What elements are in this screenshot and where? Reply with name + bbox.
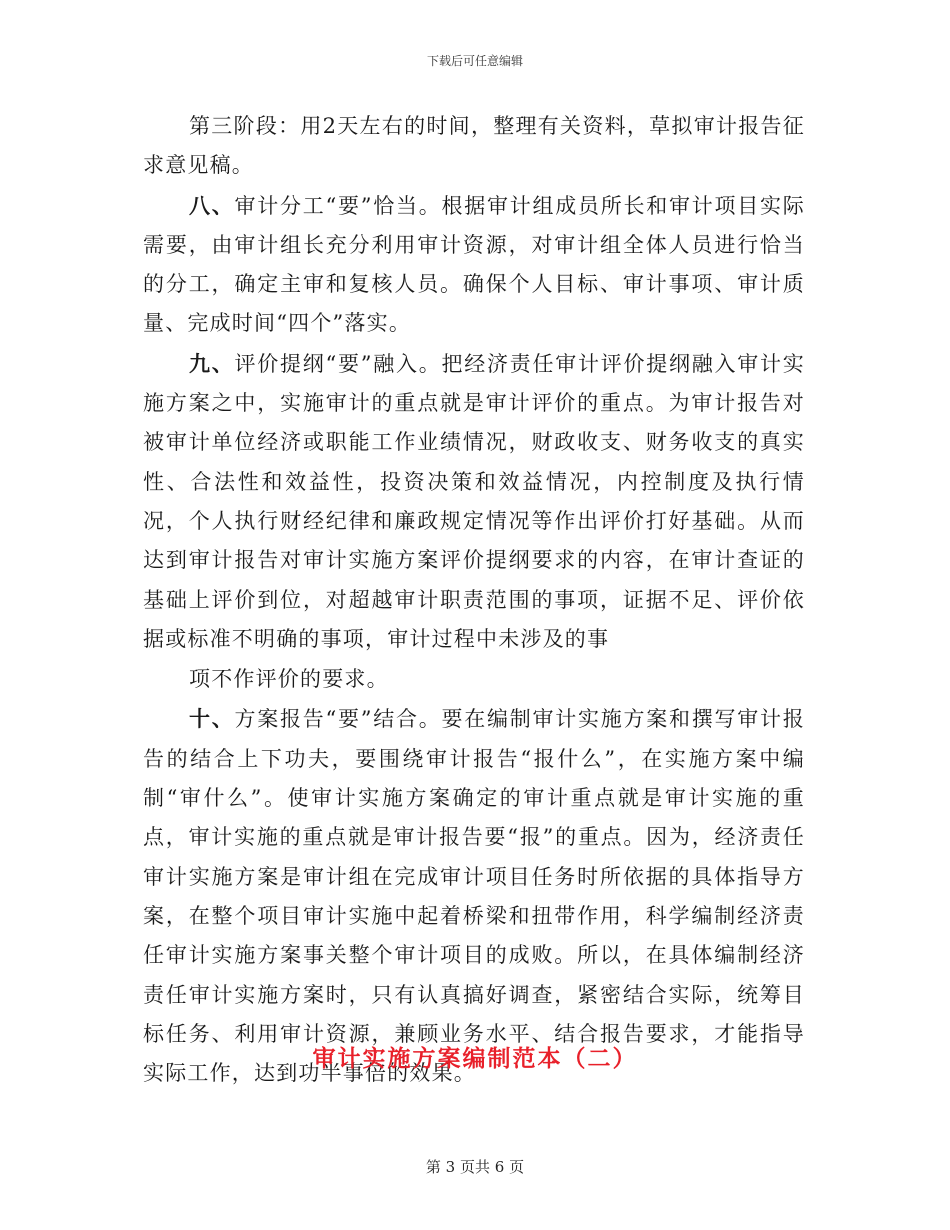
document-body bbox=[143, 106, 805, 1093]
paragraph-lead: 九、 bbox=[189, 350, 235, 376]
paragraph-text: 项不作评价的要求。 bbox=[189, 667, 389, 692]
paragraph-section-ten bbox=[143, 699, 805, 1093]
paragraph-text: 方案报告“要”结合。要在编制审计实施方案和撰写审计报告的结合上下功夫，要围绕审计报告“报什么”，在实施方案中编制“审什么”。使审计实施方案确定的审计重点就是审计实施的重点，审计实施的重点就是审计报告要“报”的重点。因为，经济责任审计实施方案是审计组在完成审计项目任务时所依据的具体指导方案，在整个项目审计实施中起着桥梁和扭带作用，科学编制经济责任审计实施方案事关整个审计项目的成败。所以，在具体编制经济责任审计实施方案时，只有认真搞好调查，紧密结合实际，统筹目标任务、利用审计资源，兼顾业务水平、结合报告要求，才能指导实际工作，达到功半事倍的效果。 bbox=[143, 707, 806, 1086]
paragraph-text: 第三阶段：用2天左右的时间，整理有关资料，草拟审计报告征求意见稿。 bbox=[143, 114, 805, 178]
paragraph-section-nine-continued bbox=[143, 659, 805, 699]
paragraph-lead: 十、 bbox=[189, 706, 235, 732]
paragraph-text: 评价提纲“要”融入。把经济责任审计评价提纲融入审计实施方案之中，实施审计的重点就是审计评价的重点。为审计报告对被审计单位经济或职能工作业绩情况，财政收支、财务收支的真实性、合法性和效益性，投资决策和效益情况，内控制度及执行情况，个人执行财经纪律和廉政规定情况等作出评价打好基础。从而达到审计报告对审计实施方案评价提纲要求的内容，在审计查证的基础上评价到位，对超越审计职责范围的事项，证据不足、评价依据或标准不明确的事项，审计过程中未涉及的事 bbox=[143, 351, 806, 651]
paragraph-stage-three bbox=[143, 106, 805, 186]
paragraph-text: 审计分工“要”恰当。根据审计组成员所长和审计项目实际需要，由审计组长充分利用审计资源，对审计组全体人员进行恰当的分工，确定主审和复核人员。确保个人目标、审计事项、审计质量、完成时间“四个”落实。 bbox=[143, 193, 806, 336]
paragraph-section-eight bbox=[143, 186, 805, 344]
paragraph-lead: 八、 bbox=[189, 192, 235, 218]
page-footer: 第 3 页共 6 页 bbox=[425, 1158, 525, 1176]
section-title: 审计实施方案编制范本（二） bbox=[312, 1045, 638, 1072]
paragraph-section-nine bbox=[143, 344, 805, 659]
page-header: 下载后可任意编辑 bbox=[426, 54, 523, 68]
